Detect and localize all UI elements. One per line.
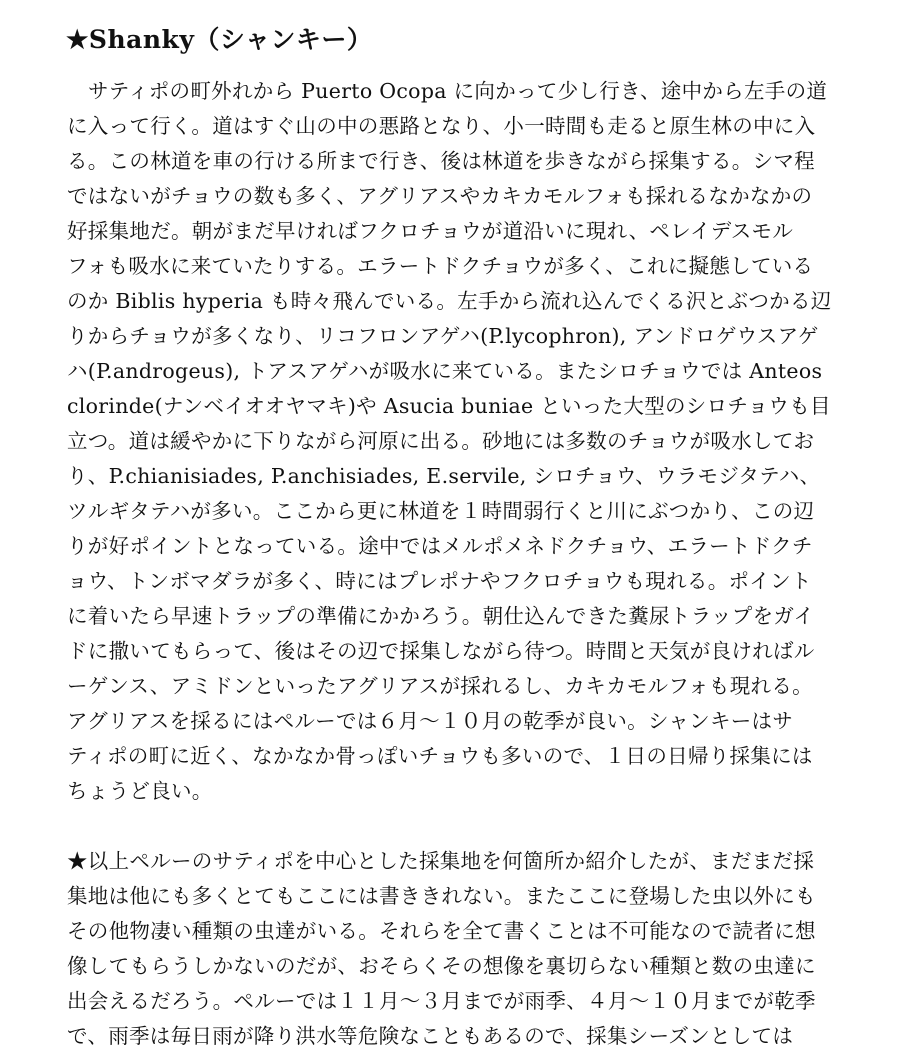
text-line: りが好ポイントとなっている。途中ではメルポメネドクチョウ、エラートドクチ [67, 534, 813, 558]
text-line: に着いたら早速トラップの準備にかかろう。朝仕込んできた糞尿トラップをガイ [67, 604, 815, 628]
text-line: り、P.chianisiades, P.anchisiades, E.servile, シロチョウ、ウラモジタテハ、 [67, 464, 821, 488]
text-line: 集地は他にも多くとてもここには書ききれない。またここに登場した虫以外にも [67, 884, 816, 908]
text-line: ではないがチョウの数も多く、アグリアスやカキカモルフォも採れるなかなかの [67, 184, 813, 208]
text-line: ハ(P.androgeus), トアスアゲハが吸水に来ている。またシロチョウでは Anteos [67, 359, 823, 383]
text-line: のか Biblis hyperia も時々飛んでいる。左手から流れ込んでくる沢とぶつかる辺 [67, 289, 832, 313]
text-line: 好採集地だ。朝がまだ早ければフクロチョウが道沿いに現れ、ペレイデスモル [67, 219, 794, 243]
text-line: ちょうど良い。 [67, 779, 213, 803]
text-line: その他物凄い種類の虫達がいる。それらを全て書くことは不可能なので読者に想 [67, 919, 816, 943]
text-line: ★以上ペルーのサティポを中心とした採集地を何箇所か紹介したが、まだまだ採 [67, 849, 815, 873]
text-line: りからチョウが多くなり、リコフロンアゲハ(P.lycophron), アンドロゲウスアゲ [67, 324, 819, 348]
text-line: ーゲンス、アミドンといったアグリアスが採れるし、カキカモルフォも現れる。 [67, 674, 813, 698]
section-title: ★Shanky（シャンキー） [66, 25, 373, 54]
text-line: 像してもらうしかないのだが、おそらくその想像を裏切らない種類と数の虫達に [67, 954, 816, 978]
text-line: に入って行く。道はすぐ山の中の悪路となり、小一時間も走ると原生林の中に入 [67, 114, 816, 138]
text-line: 出会えるだろう。ペルーでは１１月～３月までが雨季、４月～１０月までが乾季 [67, 989, 816, 1013]
text-line: フォも吸水に来ていたりする。エラートドクチョウが多く、これに擬態している [67, 254, 814, 278]
text-line: 立つ。道は緩やかに下りながら河原に出る。砂地には多数のチョウが吸水してお [67, 429, 815, 453]
text-line: で、雨季は毎日雨が降り洪水等危険なこともあるので、採集シーズンとしては [67, 1024, 794, 1048]
text-line: clorinde(ナンベイオオヤマキ)や Asucia buniae といった大型のシロチョウも目 [67, 394, 831, 418]
text-line: ドに撒いてもらって、後はその辺で採集しながら待つ。時間と天気が良ければル [67, 639, 815, 663]
text-line: る。この林道を車の行ける所まで行き、後は林道を歩きながら採集する。シマ程 [67, 149, 815, 173]
text-line: サティポの町外れから Puerto Ocopa に向かって少し行き、途中から左手の道 [88, 79, 828, 103]
text-line: ョウ、トンボマダラが多く、時にはプレポナやフクロチョウも現れる。ポイント [67, 569, 812, 593]
text-line: ツルギタテハが多い。ここから更に林道を１時間弱行くと川にぶつかり、この辺 [67, 499, 815, 523]
text-line: アグリアスを採るにはペルーでは６月～１０月の乾季が良い。シャンキーはサ [67, 709, 794, 733]
text-line: ティポの町に近く、なかなか骨っぽいチョウも多いので、１日の日帰り採集には [67, 744, 813, 768]
